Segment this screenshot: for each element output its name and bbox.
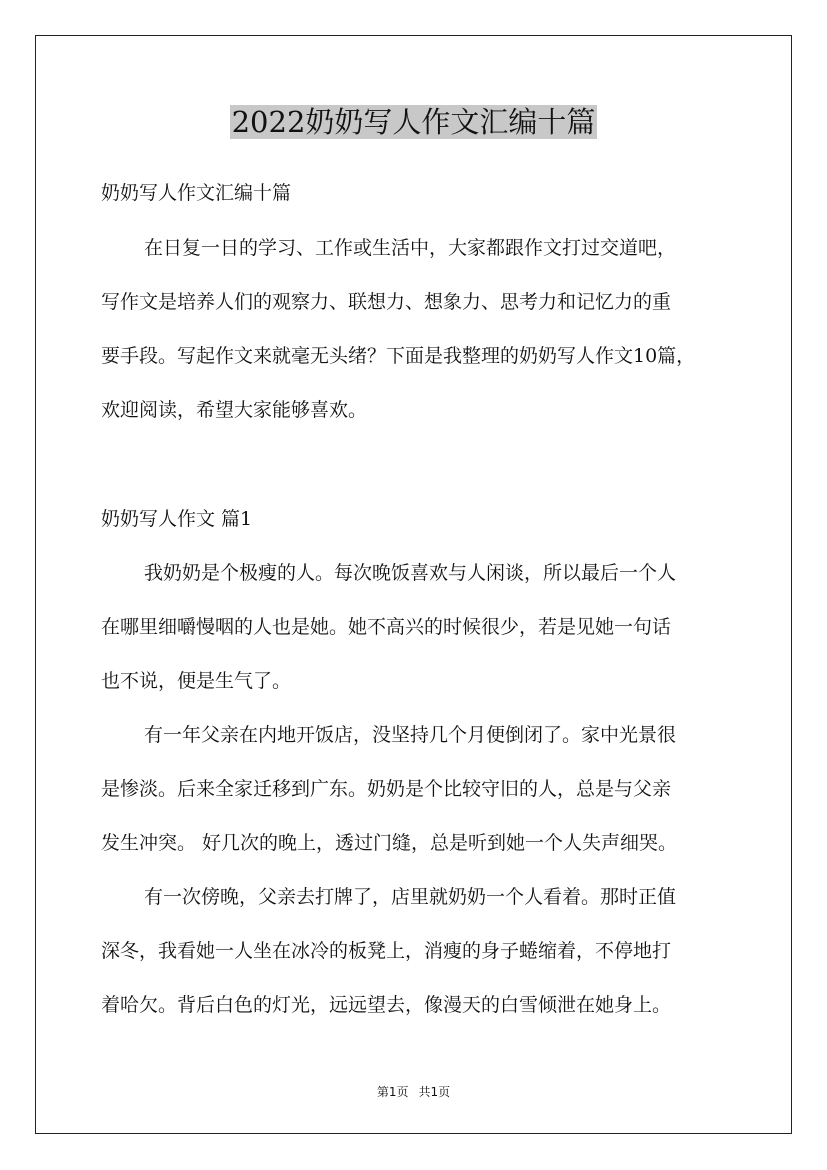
body-line: 着哈欠。背后白色的灯光，远远望去，像漫天的白雪倾泄在她身上。: [101, 994, 672, 1016]
body-line: 发生冲突。 好几次的晚上，透过门缝，总是听到她一个人失声细哭。: [101, 832, 678, 854]
body-line: 有一次傍晚，父亲去打牌了，店里就奶奶一个人看着。那时正值: [144, 886, 677, 908]
body-line: 深冬，我看她一人坐在冰冷的板凳上，消瘦的身子蜷缩着，不停地打: [101, 940, 672, 962]
body-line: 我奶奶是个极瘦的人。每次晚饭喜欢与人闲谈，所以最后一个人: [144, 562, 677, 584]
section-heading: 奶奶写人作文 篇1: [101, 508, 253, 530]
intro-line: 欢迎阅读，希望大家能够喜欢。: [101, 399, 368, 421]
intro-line: 写作文是培养人们的观察力、联想力、想象力、思考力和记忆力的重: [101, 291, 672, 313]
body-line: 在哪里细嚼慢咽的人也是她。她不高兴的时候很少，若是见她一句话: [101, 616, 672, 638]
intro-line: 要手段。写起作文来就毫无头绪？下面是我整理的奶奶写人作文10篇，: [101, 345, 696, 367]
document-title-text: 2022奶奶写人作文汇编十篇: [231, 105, 596, 139]
body-line: 也不说，便是生气了。: [101, 670, 292, 692]
page-footer: [0, 1084, 827, 1100]
document-subtitle: 奶奶写人作文汇编十篇: [101, 182, 292, 204]
page-total: 共1页: [418, 1085, 451, 1099]
document-title: [0, 100, 827, 144]
intro-line: 在日复一日的学习、工作或生活中，大家都跟作文打过交道吧，: [144, 237, 677, 259]
body-line: 有一年父亲在内地开饭店，没坚持几个月便倒闭了。家中光景很: [144, 724, 677, 746]
page-number: 第1页: [376, 1085, 409, 1099]
body-line: 是惨淡。后来全家迁移到广东。奶奶是个比较守旧的人，总是与父亲: [101, 778, 672, 800]
